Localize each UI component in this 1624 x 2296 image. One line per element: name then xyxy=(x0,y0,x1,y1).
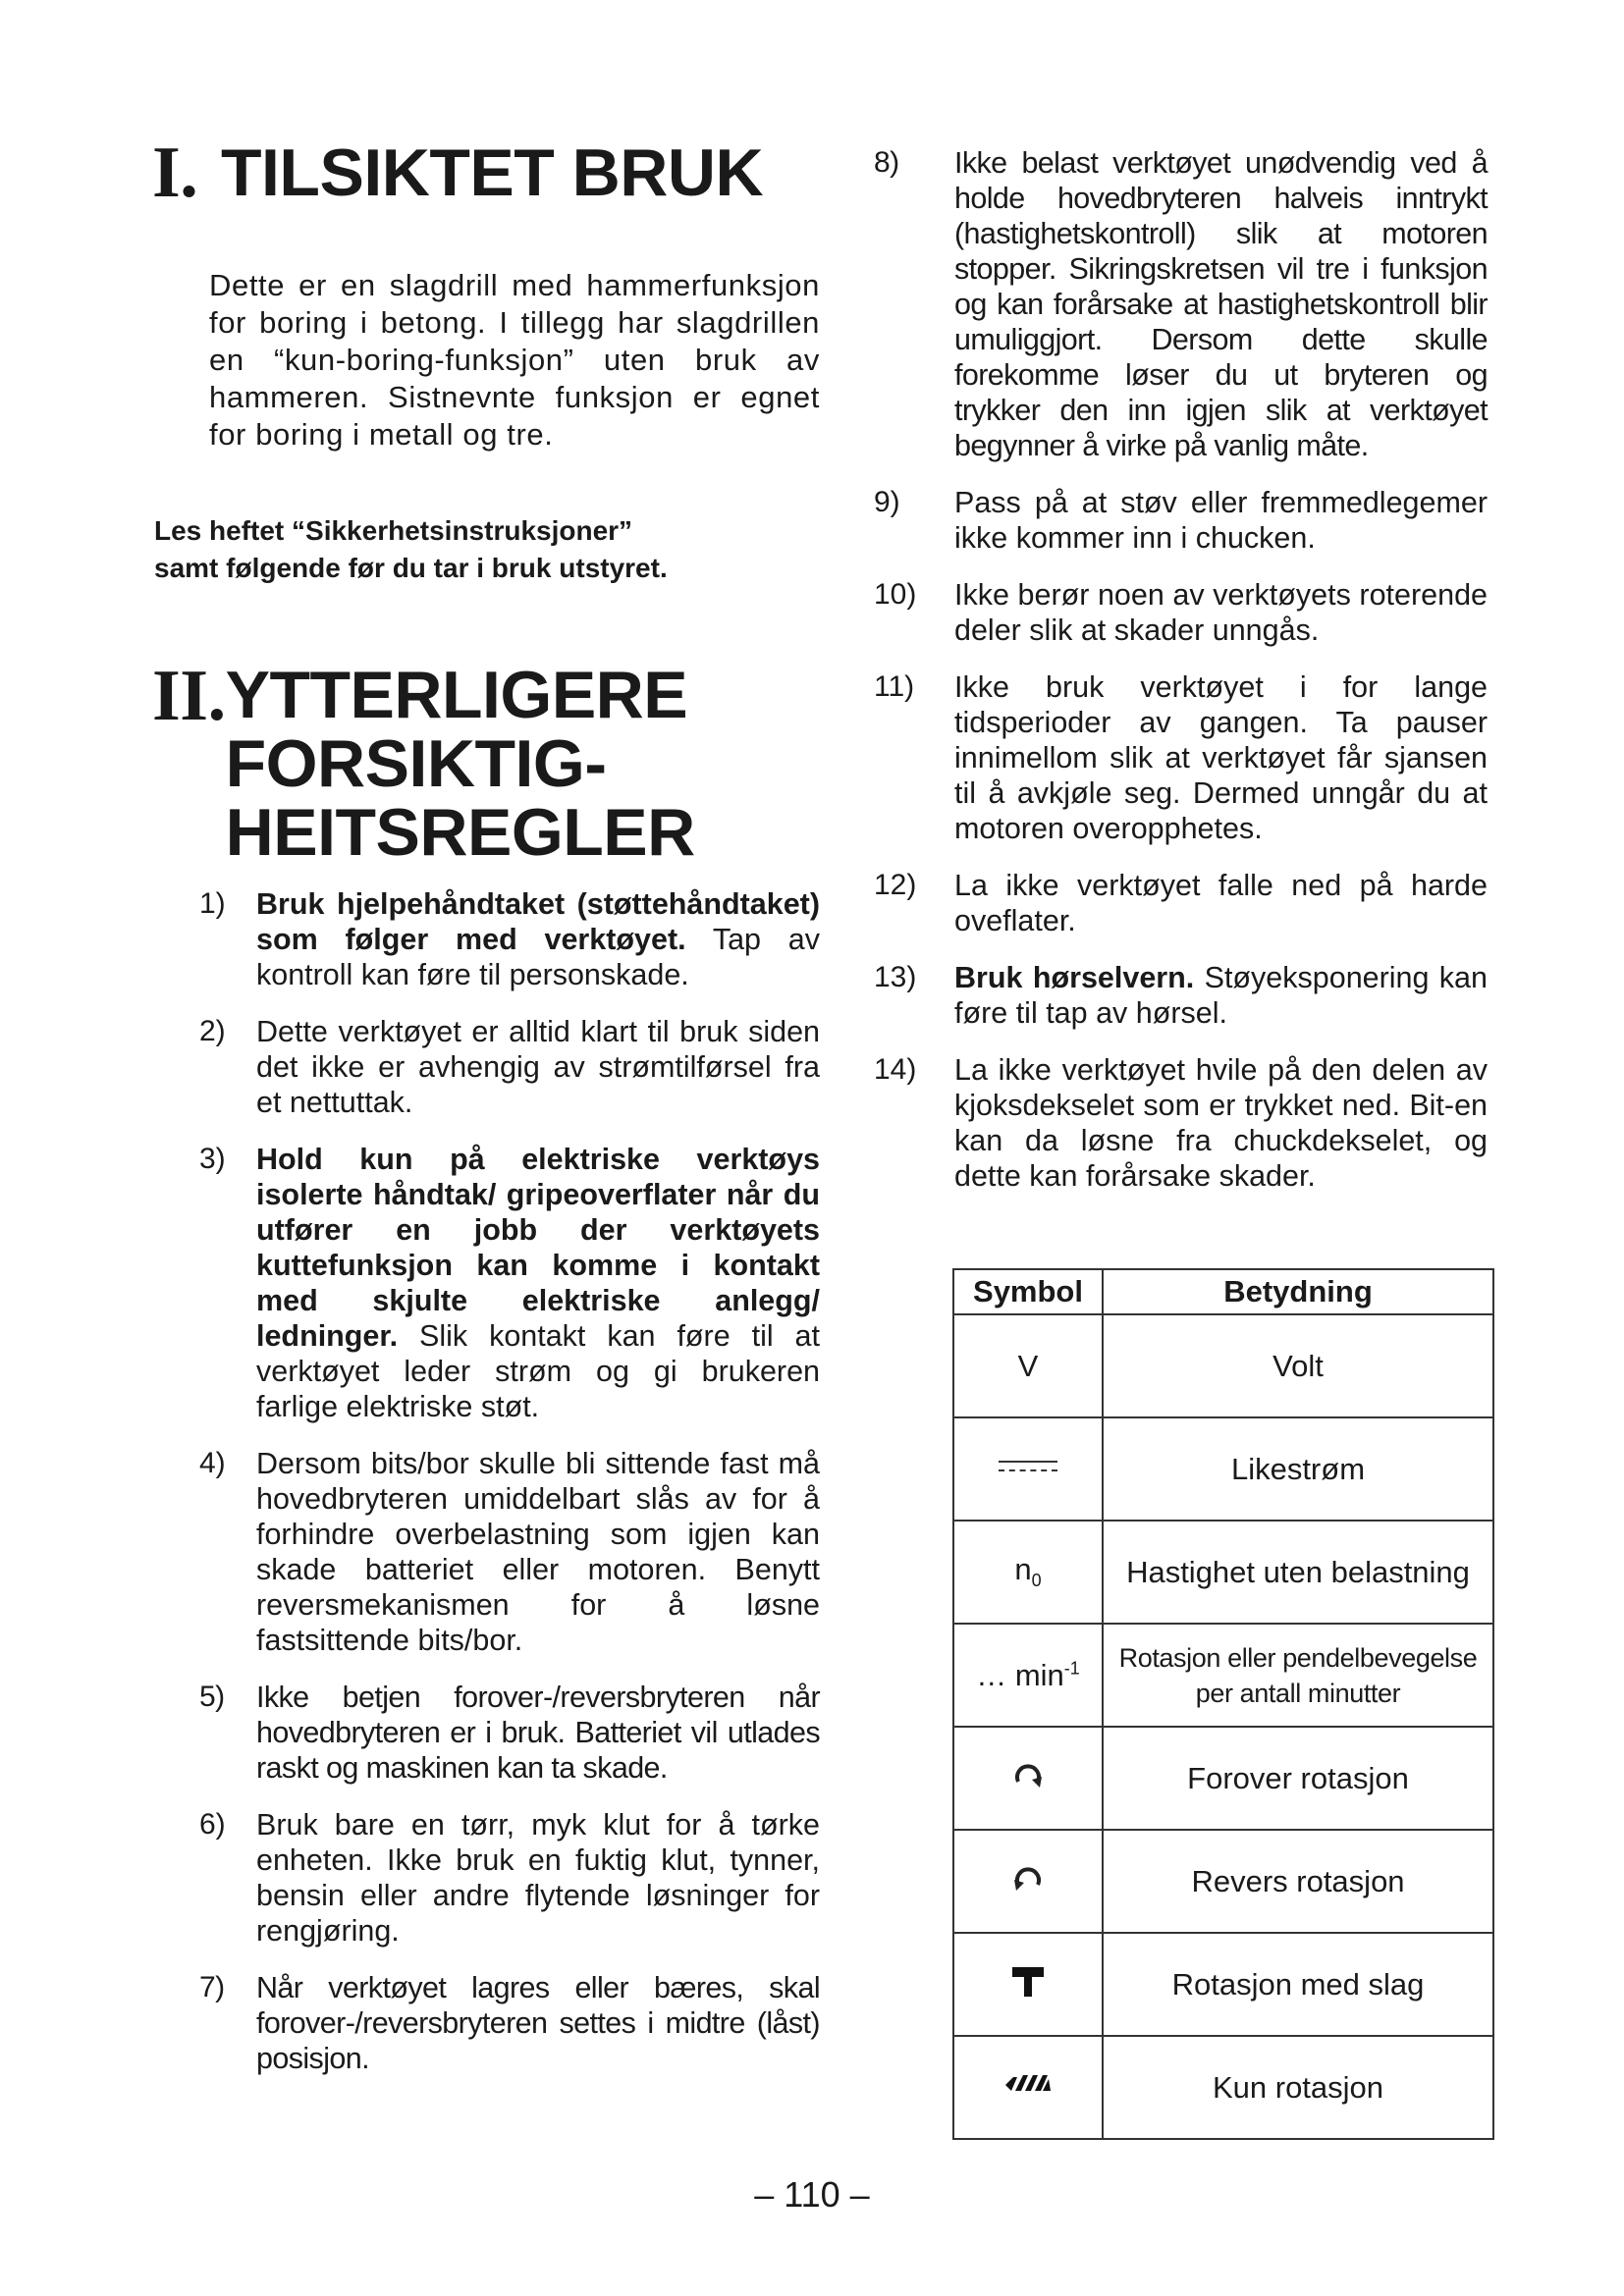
section-2-heading-line-1: YTTERLIGERE xyxy=(225,658,688,732)
list-item xyxy=(152,1014,820,1120)
list-item xyxy=(874,669,1488,846)
table-row xyxy=(953,1830,1493,1933)
item-number: 11) xyxy=(874,670,915,703)
item-number: 9) xyxy=(874,486,900,518)
meaning-cell: Kun rotasjon xyxy=(1103,2036,1493,2139)
item-text: La ikke verktøyet hvile på den delen av kjoksdekselet som er trykket ned. Bit-en kan da løsne fra chuckdekselet, og dette kan forårsake skader. xyxy=(954,1053,1488,1193)
symbol-superscript: -1 xyxy=(1063,1658,1080,1679)
page-number: – 110 – xyxy=(754,2174,870,2215)
item-number: 13) xyxy=(874,961,917,993)
item-number: 4) xyxy=(199,1447,226,1479)
item-text: Tap av kontroll kan føre til personskade. xyxy=(256,923,820,991)
left-column xyxy=(152,133,820,2098)
section-2-number: II. xyxy=(152,656,226,736)
symbol-cell xyxy=(953,1933,1103,2036)
direct-current-icon xyxy=(999,1458,1057,1479)
meaning-cell: Volt xyxy=(1103,1314,1493,1417)
item-text: Ikke bruk verktøyet i for lange tidsperioder av gangen. Ta pauser innimellom slik at verktøyet får sjansen til å avkjøle seg. Dermed unngår du at motoren overopphetes. xyxy=(954,670,1488,845)
symbol-text: n xyxy=(1014,1552,1032,1587)
table-row xyxy=(953,1417,1493,1521)
symbol-cell xyxy=(953,2036,1103,2139)
item-number: 10) xyxy=(874,578,917,611)
item-text: Når verktøyet lagres eller bæres, skal forover-/reversbryteren settes i midtre (låst) posisjon. xyxy=(256,1971,820,2075)
section-2-heading-line-2: FORSIKTIG- xyxy=(225,726,607,801)
list-item xyxy=(152,1142,820,1424)
item-text: Ikke betjen forover-/reversbryteren når hovedbryteren er i bruk. Batteriet vil utlades raskt og maskinen kan ta skade. xyxy=(256,1681,820,1785)
list-item xyxy=(152,1807,820,1949)
item-text: Pass på at støv eller fremmedlegemer ikke kommer inn i chucken. xyxy=(954,486,1488,555)
symbol-cell xyxy=(953,1624,1103,1727)
item-text: La ikke verktøyet falle ned på harde oveflater. xyxy=(954,869,1488,937)
item-number: 2) xyxy=(199,1015,226,1047)
section-2-title xyxy=(152,656,820,870)
item-number: 3) xyxy=(199,1143,226,1175)
item-number: 5) xyxy=(199,1681,225,1713)
list-item xyxy=(874,145,1488,463)
table-row xyxy=(953,1933,1493,2036)
list-item xyxy=(874,485,1488,556)
table-row xyxy=(953,1727,1493,1830)
section-2-heading-line-3: HEITSREGLER xyxy=(225,795,695,870)
symbol-cell: V xyxy=(953,1314,1103,1417)
item-bold-text: Hold kun på elektriske verktøys isolerte håndtak/ gripeoverflater når du utfører en jobb der verktøyets kuttefunksjon kan komme i kontakt med skjulte elektriske anlegg/ ledninger. xyxy=(256,1143,820,1353)
item-text: Bruk bare en tørr, myk klut for å tørke enheten. Ikke bruk en fuktig klut, tynner, bensin eller andre flytende løsninger for rengjøring. xyxy=(256,1808,820,1948)
safety-notice-line-2: samt følgende før du tar i bruk utstyret. xyxy=(154,553,668,583)
symbol-text: … min xyxy=(976,1657,1064,1692)
right-column xyxy=(874,145,1488,1215)
item-number: 8) xyxy=(874,146,899,179)
safety-notice xyxy=(154,512,820,587)
symbol-cell xyxy=(953,1521,1103,1624)
item-number: 1) xyxy=(199,887,226,920)
item-bold-text: Bruk hørselvern. xyxy=(954,961,1195,994)
meaning-cell: Likestrøm xyxy=(1103,1417,1493,1521)
symbol-subscript: 0 xyxy=(1031,1571,1042,1591)
section-1-number: I. xyxy=(152,133,198,213)
item-bold-text: Bruk hjelpehåndtaket (støttehåndtaket) som følger med verktøyet. xyxy=(256,887,820,956)
precautions-list-right xyxy=(874,145,1488,1194)
symbol-cell xyxy=(953,1417,1103,1521)
list-item xyxy=(152,1446,820,1658)
item-text: Ikke belast verktøyet unødvendig ved å holde hovedbryteren halveis inntrykt (hastighetskontroll) slik at motoren stopper. Sikringskretsen vil tre i funksjon og kan forårsake at hastighetskontroll blir umuliggjort. Dersom dette skulle forekomme løser du ut bryteren og trykker den inn igjen slik at verktøyet begynner å virke på vanlig måte. xyxy=(954,146,1488,462)
table-row xyxy=(953,1314,1493,1417)
symbol-cell xyxy=(953,1727,1103,1830)
list-item xyxy=(152,1970,820,2076)
table-header-symbol: Symbol xyxy=(953,1269,1103,1314)
symbol-cell xyxy=(953,1830,1103,1933)
meaning-cell: Revers rotasjon xyxy=(1103,1830,1493,1933)
item-text: Støyeksponering kan føre til tap av hørsel. xyxy=(954,961,1488,1030)
meaning-cell: Forover rotasjon xyxy=(1103,1727,1493,1830)
item-number: 14) xyxy=(874,1053,917,1086)
section-1-heading: TILSIKTET BRUK xyxy=(221,135,764,210)
table-header-row xyxy=(953,1269,1493,1314)
list-item xyxy=(152,886,820,992)
forward-rotation-icon xyxy=(1011,1758,1045,1791)
reverse-rotation-icon xyxy=(1011,1861,1045,1895)
precautions-list-left xyxy=(152,886,820,2076)
list-item xyxy=(152,1680,820,1786)
meaning-cell: Hastighet uten belastning xyxy=(1103,1521,1493,1624)
table-row xyxy=(953,2036,1493,2139)
symbol-table xyxy=(952,1268,1494,2140)
safety-notice-line-1: Les heftet “Sikkerhetsinstruksjoner” xyxy=(154,515,633,546)
hammer-icon xyxy=(1008,1961,1048,2001)
list-item xyxy=(874,868,1488,938)
item-text: Dette verktøyet er alltid klart til bruk siden det ikke er avhengig av strømtilførsel fra et nettuttak. xyxy=(256,1015,820,1119)
meaning-cell: Rotasjon eller pendelbevegelse per antall minutter xyxy=(1103,1624,1493,1727)
drill-bit-icon xyxy=(1003,2069,1053,2099)
list-item xyxy=(874,1052,1488,1194)
item-text: Ikke berør noen av verktøyets roterende deler slik at skader unngås. xyxy=(954,578,1488,647)
item-text: Dersom bits/bor skulle bli sittende fast må hovedbryteren umiddelbart slås av for å forhindre overbelastning som igjen kan skade batteriet eller motoren. Benytt reversmekanismen for å løsne fastsittende bits/bor. xyxy=(256,1447,820,1657)
item-number: 12) xyxy=(874,869,917,901)
list-item xyxy=(874,577,1488,648)
table-row xyxy=(953,1521,1493,1624)
intro-paragraph: Dette er en slagdrill med hammerfunksjon for boring i betong. I tillegg har slagdrillen en “kun-boring-funksjon” uten bruk av hammeren. Sistnevnte funksjon er egnet for boring i metall og tre. xyxy=(209,268,820,452)
meaning-cell: Rotasjon med slag xyxy=(1103,1933,1493,2036)
section-1-title xyxy=(152,133,820,213)
table-header-meaning: Betydning xyxy=(1103,1269,1493,1314)
item-text: Slik kontakt kan føre til at verktøyet leder strøm og gi brukeren farlige elektriske støt. xyxy=(256,1319,820,1423)
item-number: 6) xyxy=(199,1808,226,1841)
section-2-heading xyxy=(225,658,695,870)
item-number: 7) xyxy=(199,1971,225,2003)
list-item xyxy=(874,960,1488,1031)
table-row xyxy=(953,1624,1493,1727)
